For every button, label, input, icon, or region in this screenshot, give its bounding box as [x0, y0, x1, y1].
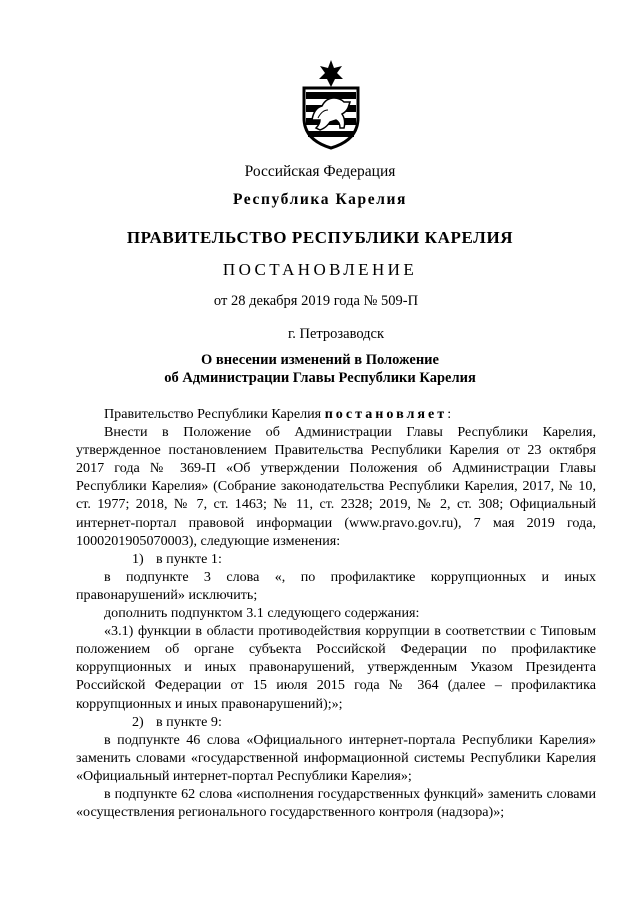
republic-name: Республика Карелия — [232, 191, 408, 208]
government-name: ПРАВИТЕЛЬСТВО РЕСПУБЛИКИ КАРЕЛИЯ — [126, 228, 514, 247]
item-2-heading — [76, 713, 596, 731]
intro-keyword: постановляет — [324, 406, 448, 422]
item-2-number: 2) — [132, 713, 144, 730]
paragraph-1-rest: утвержденное постановлением Правительства Республики Карелия от 23 октября 2017 года № 369-П «Об утверждении Положения об Администрации Главы Республики Карелия» (Собрание законодательства Республики Карелия, 2017, № 10, ст. 1977; 2018, № 7, ст. 1463; № 11, ст. 2328; 2019, № 2, ст. 308; Официальный интернет-портал правовой информации (www.pravo.gov.ru), 7 мая 2019 года, 1000201905070003), следующие изменения: — [76, 442, 596, 549]
item-1-subpoint-b: дополнить подпунктом 3.1 следующего содержания: — [104, 605, 420, 622]
intro-suffix: : — [447, 406, 452, 422]
item-1-heading — [76, 550, 596, 568]
federation-name: Российская Федерация — [244, 163, 396, 180]
item-1-number: 1) — [132, 550, 144, 567]
item-1-subpoint-c: «3.1) функции в области противодействия коррупции в соответствии с Типовым положением об органе субъекта Российской Федерации по профилактике коррупционных и иных правонарушений, утвержденным Указом Президента Российской Федерации от 15 июля 2015 года № 364 (далее – профилактика коррупционных и иных правонарушений);»; — [76, 623, 596, 712]
document-city: г. Петрозаводск — [287, 326, 385, 342]
document-title — [0, 351, 640, 387]
karelia-coat-of-arms — [296, 58, 366, 150]
document-date: от 28 декабря 2019 года № 509-П — [213, 293, 419, 309]
title-line-1: О внесении изменений в Положение — [201, 352, 439, 368]
document-type: ПОСТАНОВЛЕНИЕ — [222, 260, 418, 279]
paragraph-1-first-line: Внести в Положение об Администрации Главы Республики Карелия, — [104, 424, 596, 441]
item-1-subpoint-a: в подпункте 3 слова «, по профилактике коррупционных и иных правонарушений» исключить; — [76, 568, 596, 603]
intro-paragraph — [76, 405, 596, 423]
intro-prefix: Правительство Республики Карелия — [104, 406, 325, 422]
item-2-subpoint-a: в подпункте 46 слова «Официального интернет-портала Республики Карелия» заменить словами «государственной информационной системы Республики Карелия «Официальный интернет-портал Республики Карелия»; — [76, 731, 596, 784]
document-body — [76, 405, 596, 821]
item-2-subpoint-b: в подпункте 62 слова «исполнения государственных функций» заменить словами «осуществления регионального государственного контроля (надзора)»; — [76, 785, 596, 821]
item-1-text: в пункте 1: — [156, 550, 222, 567]
title-line-2: об Администрации Главы Республики Карелия — [164, 370, 476, 386]
item-2-text: в пункте 9: — [156, 713, 222, 730]
